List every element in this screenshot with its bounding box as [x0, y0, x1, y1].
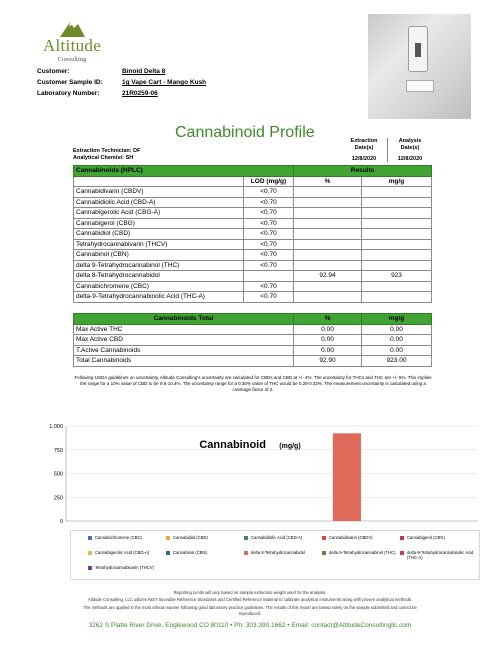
table-row — [74, 229, 432, 240]
lab-number-value: 21R0259-06 — [122, 90, 158, 97]
legend-swatch — [88, 536, 92, 540]
legend-item — [322, 550, 396, 555]
mgg-value: 923.00 — [362, 356, 432, 367]
extraction-date-header: Extraction Date(s) — [350, 138, 378, 151]
percent-value — [294, 239, 362, 250]
percent-value — [294, 229, 362, 240]
footer-line: reproduced. — [238, 611, 262, 616]
total-name: Max Active CBD — [74, 335, 294, 346]
total-name: Total Cannabinoids — [74, 356, 294, 367]
logo-name: Altitude — [42, 36, 102, 55]
legend-swatch — [400, 536, 404, 540]
percent-value — [294, 197, 362, 208]
legend-label: Cannabigerolic Acid (CBG-A) — [95, 550, 150, 555]
customer-value: Binoid Delta 8 — [122, 68, 166, 75]
analysis-date-header: Analysis Date(s) — [398, 138, 422, 151]
table-row — [74, 281, 432, 292]
mgg-value — [362, 197, 432, 208]
analysis-date: 12/8/2020 — [397, 156, 423, 162]
analyte-name: delta 9-Tetrahydrocannabinol (THC) — [74, 260, 244, 271]
legend-label: Cannabidiol (CBD) — [173, 535, 208, 540]
percent-value — [294, 250, 362, 261]
page-title: Cannabinoid Profile — [175, 124, 315, 141]
y-tick-label: 250 — [53, 495, 63, 502]
mgg-value — [362, 229, 432, 240]
legend-swatch — [322, 536, 326, 540]
column-header: % — [294, 176, 362, 187]
footer-line: Reporting Limits will vary based on sample extraction weight used for the analysis. — [173, 590, 327, 595]
analyte-name: Cannabidiol (CBD) — [74, 229, 244, 240]
totals-section-header — [74, 314, 432, 325]
percent-value — [294, 281, 362, 292]
totals-section-label: Cannabinoids Total — [74, 314, 294, 325]
column-header: LOD (mg/g) — [244, 176, 294, 187]
y-tick-label: 0 — [59, 519, 63, 525]
legend-item — [400, 550, 474, 560]
company-logo — [36, 18, 108, 64]
table-row — [74, 218, 432, 229]
vape-cart-image — [408, 26, 428, 72]
percent-value: 0.00 — [294, 345, 362, 356]
percent-value — [294, 260, 362, 271]
mgg-value — [362, 187, 432, 198]
logo-subtitle: Consulting — [57, 56, 87, 63]
mgg-value — [362, 292, 432, 303]
table-row — [74, 345, 432, 356]
hplc-section-header — [74, 166, 432, 177]
percent-value — [294, 208, 362, 219]
y-tick-label: 1,000 — [49, 424, 63, 430]
chart-unit-label: (mg/g) — [279, 443, 301, 450]
legend-item — [88, 550, 162, 555]
lod-value: <0.70 — [244, 218, 294, 229]
mgg-value: 0.00 — [362, 335, 432, 346]
lab-number-label: Laboratory Number: — [37, 90, 100, 97]
legend-label: Cannabichromene (CBC) — [95, 535, 143, 540]
legend-swatch — [400, 551, 404, 555]
legend-item — [166, 535, 240, 540]
analyte-name: Cannabinol (CBN) — [74, 250, 244, 261]
table-row — [74, 260, 432, 271]
lod-value: <0.70 — [244, 260, 294, 271]
footer-line: Altitude Consulting, LLC utilizes NIST traceable Reference Standards and Certified Reference Material to calibrate analytical instruments along with proven analytical methods. — [87, 597, 413, 602]
y-tick-label: 750 — [53, 447, 63, 454]
legend-item — [244, 535, 318, 540]
analyte-name: delta-9-Tetrahydrocannabinolic Acid (THC-A) — [74, 292, 244, 303]
legend-item — [166, 550, 240, 555]
percent-value: 92.90 — [294, 356, 362, 367]
table-row — [74, 197, 432, 208]
legend-item — [400, 535, 474, 540]
analyte-name: Cannabigerol (CBG) — [74, 218, 244, 229]
lod-value: <0.70 — [244, 208, 294, 219]
mountain-logo-icon — [58, 18, 86, 38]
percent-value: 92.94 — [294, 271, 362, 282]
sample-label-image — [406, 80, 434, 92]
percent-value — [294, 292, 362, 303]
hplc-column-header — [74, 176, 432, 187]
totals-table — [73, 313, 432, 367]
legend-swatch — [244, 551, 248, 555]
column-header: mg/g — [362, 176, 432, 187]
hplc-section-label: Cannabinoids (HPLC) — [74, 166, 294, 177]
legend-item — [88, 565, 162, 570]
legend-item — [322, 535, 396, 540]
legend-label: delta-9-Tetrahydrocannabinolic Acid (THC-A) — [407, 550, 474, 560]
percent-value: 0.00 — [294, 335, 362, 346]
sample-id-value: 1g Vape Cart - Mango Kush — [122, 79, 207, 86]
table-row — [74, 335, 432, 346]
hplc-results-table — [73, 165, 432, 303]
column-header — [74, 176, 244, 187]
total-name: Max Active THC — [74, 324, 294, 335]
legend-swatch — [166, 551, 170, 555]
percent-value — [294, 218, 362, 229]
analyte-name: Cannabidivarin (CBDV) — [74, 187, 244, 198]
table-row — [74, 208, 432, 219]
analyte-name: delta 8-Tetrahydrocannabidol — [74, 271, 244, 282]
legend-label: Cannabidivarin (CBDV) — [329, 535, 373, 540]
total-name: T.Active Cannabinoids — [74, 345, 294, 356]
column-header: mg/g — [362, 314, 432, 325]
sample-id-label: Customer Sample ID: — [37, 79, 103, 86]
legend-label: Cannabigerol (CBG) — [407, 535, 445, 540]
legend-swatch — [88, 551, 92, 555]
footer-line: The methods are applied in the most ethical manner following good laboratory practice guidelines. The results of this report are based solely on the sample submitted and cannot be — [83, 605, 417, 610]
customer-label: Customer: — [37, 68, 70, 75]
mgg-value: 923 — [362, 271, 432, 282]
lod-value: <0.70 — [244, 187, 294, 198]
mgg-value — [362, 250, 432, 261]
y-tick-label: 500 — [53, 471, 63, 478]
lod-value — [244, 271, 294, 282]
analyte-name: Cannabichromene (CBC) — [74, 281, 244, 292]
lod-value: <0.70 — [244, 229, 294, 240]
company-address: 3262 S Platte River Drive, Englewood CO 80110 • Ph: 303.390.1662 • Email: contact@AltitudeConsultingllc.com — [88, 622, 412, 629]
lod-value: <0.70 — [244, 292, 294, 303]
mgg-value: 0.00 — [362, 345, 432, 356]
date-divider — [387, 138, 388, 162]
table-row — [74, 292, 432, 303]
table-row — [74, 250, 432, 261]
legend-label: Cannabinol (CBN) — [173, 550, 207, 555]
lod-value: <0.70 — [244, 197, 294, 208]
column-header: % — [294, 314, 362, 325]
analytical-chemist: Analytical Chemist: SH — [73, 155, 134, 161]
uncertainty-footnote: Following USDA guidelines on uncertainty, Altitude Consulting's uncertainty are calculated for CBDs and CBD at +/- 4%. The uncertainty for THCs and THC are +/- 5%. This implies the range for a 10% value of CBD to be 9.6-10.4%. The uncertainty range for a 0.30% value of THC would be 0.28-0.32%. The measurement uncertainty is calculated using a coverage factor of 2. — [74, 375, 432, 392]
lod-value: <0.70 — [244, 281, 294, 292]
mgg-value — [362, 260, 432, 271]
legend-item — [88, 535, 162, 540]
table-row — [74, 187, 432, 198]
analyte-name: Cannabidiolic Acid (CBD-A) — [74, 197, 244, 208]
legend-swatch — [322, 551, 326, 555]
legend-swatch — [166, 536, 170, 540]
bar-7 — [333, 433, 361, 521]
lod-value: <0.70 — [244, 250, 294, 261]
legend-label: delta 8-Tetrahydrocannabidol — [251, 550, 306, 555]
analyte-name: Cannabigerolic Acid (CBG-A) — [74, 208, 244, 219]
mgg-value — [362, 239, 432, 250]
legend-label: Cannabidiolic Acid (CBD-A) — [251, 535, 303, 540]
legend-label: delta 9-Tetrahydrocannabinol (THC) — [329, 550, 396, 555]
legend-swatch — [88, 566, 92, 570]
results-label: Results — [294, 166, 432, 177]
table-row — [74, 271, 432, 282]
extraction-technician: Extraction Technician: DF — [73, 148, 141, 154]
legend-item — [244, 550, 318, 555]
mgg-value — [362, 218, 432, 229]
cannabinoid-bar-chart — [36, 420, 486, 528]
mgg-value: 0.00 — [362, 324, 432, 335]
table-row — [74, 239, 432, 250]
mgg-value — [362, 208, 432, 219]
lod-value: <0.70 — [244, 239, 294, 250]
percent-value — [294, 187, 362, 198]
table-row — [74, 356, 432, 367]
table-row — [74, 324, 432, 335]
extraction-date: 12/8/2020 — [351, 156, 377, 162]
legend-swatch — [244, 536, 248, 540]
sample-photo — [368, 14, 471, 119]
legend-label: Tetrahydrocannabivarin (THCV) — [95, 565, 154, 570]
mgg-value — [362, 281, 432, 292]
analyte-name: Tetrahydrocannabivarin (THCV) — [74, 239, 244, 250]
chart-title-text: Cannabinoid — [199, 439, 266, 451]
percent-value: 0.00 — [294, 324, 362, 335]
